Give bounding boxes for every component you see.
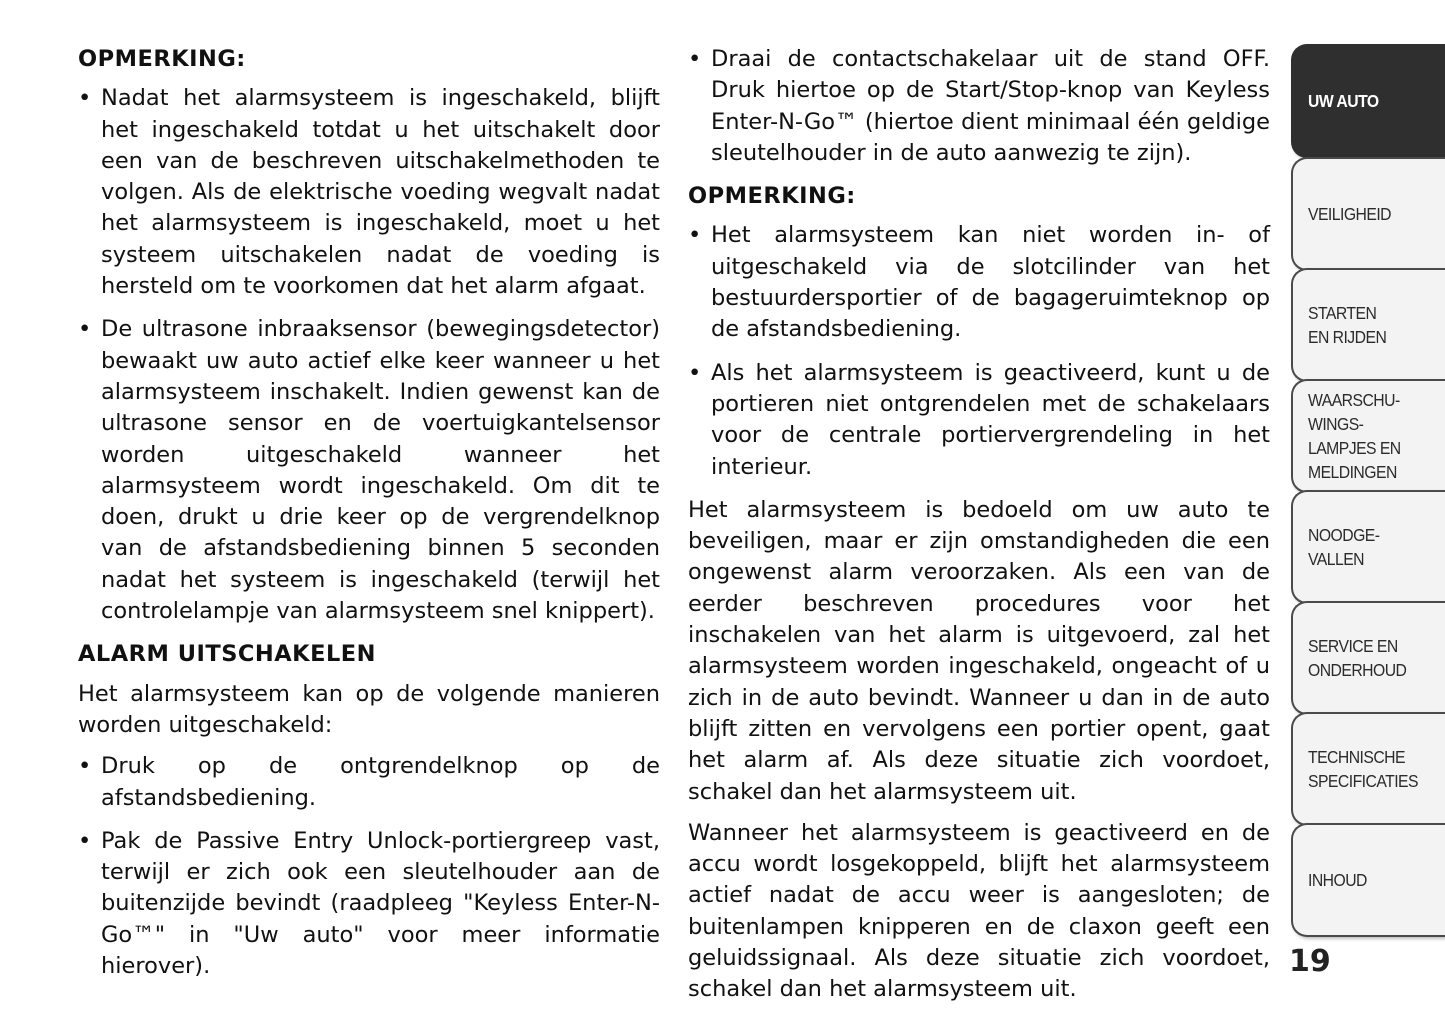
list-item [688,358,1270,483]
note-bullet-list [688,220,1270,482]
bullet-icon: • [78,316,92,343]
tab-label: INHOUD [1308,870,1367,890]
bullet-text: Druk op de ontgrendelknop op de afstandsbediening. [101,753,660,811]
page-number: 19 [1289,944,1331,979]
disarm-methods-continued-list [688,44,1270,169]
tab-technische-specificaties[interactable] [1291,712,1445,826]
body-paragraph: Het alarmsysteem is bedoeld om uw auto te beveiligen, maar er zijn omstandigheden die een ongewenst alarm veroorzaken. Als een van de eerder beschreven procedures voor het inschakelen van het alarm is uitgevoerd, zal het alarmsysteem worden ingeschakeld, ongeacht of u zich in de auto bevindt. Wanneer u dan in de auto blijft zitten en vervolgens een portier opent, gaat het alarm af. Als deze situatie zich voordoet, schakel dan het alarmsysteem uit. [688,496,1270,805]
bullet-icon: • [688,46,702,72]
list-item [78,826,660,982]
tab-noodgevallen[interactable] [1291,490,1445,604]
disarm-methods-list [78,751,660,982]
list-item [78,751,660,814]
tab-uw-auto[interactable] [1291,44,1445,158]
tab-label: WAARSCHU- WINGS- LAMPJES EN MELDINGEN [1308,390,1401,482]
bullet-icon: • [78,753,92,780]
tab-label: TECHNISCHE SPECIFICATIES [1308,747,1418,791]
bullet-icon: • [688,359,702,386]
note-bullet-list [78,83,660,627]
bullet-text: Nadat het alarmsysteem is ingeschakeld, blijft het ingeschakeld totdat u het uitschakelt door een van de beschreven uitschakelmethoden te volgen. Als de elektrische voeding wegvalt nadat het alarmsysteem is ingeschakeld, moet u het systeem uitschakelen nadat de voeding is hersteld om te voorkomen dat het alarm afgaat. [101,85,660,300]
tab-service-en-onderhoud[interactable] [1291,601,1445,715]
tab-label: NOODGE- VALLEN [1308,525,1380,569]
bullet-text: Het alarmsysteem kan niet worden in- of uitgeschakeld via de slotcilinder van het bestuurdersportier of de bagageruimteknop op de afstandsbediening. [711,222,1270,343]
bullet-icon: • [688,222,702,249]
bullet-text: De ultrasone inbraaksensor (bewegingsdetector) bewaakt uw auto actief elke keer wanneer u het alarmsysteem inschakelt. Indien gewenst kan de ultrasone sensor en de voertuigkantelsensor worden uitgeschakeld wanneer het alarmsysteem wordt ingeschakeld. Om dit te doen, drukt u drie keer op de vergrendelknop van de afstandsbediening binnen 5 seconden nadat het systeem is ingeschakeld (terwijl het controlelampje van alarmsysteem snel knippert). [101,316,660,625]
left-column [78,44,660,994]
tab-label: SERVICE EN ONDERHOUD [1308,636,1407,680]
tab-label: STARTEN EN RIJDEN [1308,303,1387,347]
tab-starten-en-rijden[interactable] [1291,268,1445,382]
list-item [78,314,660,627]
list-item [688,44,1270,169]
bullet-icon: • [78,827,92,854]
tab-inhoud[interactable] [1291,823,1445,937]
bullet-text: Draai de contactschakelaar uit de stand OFF. Druk hiertoe op de Start/Stop-knop van Keyless Enter-N-Go™ (hiertoe dient minimaal één geldige sleutelhouder in de auto aanwezig te zijn). [711,46,1270,166]
body-paragraph: Wanneer het alarmsysteem is geactiveerd en de accu wordt losgekoppeld, blijft het alarmsysteem actief nadat de accu weer is aangesloten; de buitenlampen knipperen en de claxon geeft een geluidssignaal. Als deze situatie zich voordoet, schakel dan het alarmsysteem uit. [688,819,1270,1003]
bullet-text: Als het alarmsysteem is geactiveerd, kunt u de portieren niet ontgrendelen met de schakelaars voor de centrale portiervergrendeling in het interieur. [711,359,1270,480]
tab-label: UW AUTO [1308,91,1379,111]
list-item [688,220,1270,345]
right-column [688,44,1270,1016]
note-heading: OPMERKING: [688,183,856,210]
note-heading: OPMERKING: [78,46,246,72]
list-item [78,83,660,302]
section-intro: Het alarmsysteem kan op de volgende manieren worden uitgeschakeld: [78,680,660,738]
bullet-icon: • [78,85,92,112]
tab-veiligheid[interactable] [1291,157,1445,271]
bullet-text: Pak de Passive Entry Unlock-portiergreep vast, terwijl er zich ook een sleutelhouder aan de buitenzijde bevindt (raadpleeg "Keyless Enter-N-Go™" in "Uw auto" voor meer informatie hierover). [101,827,660,980]
section-heading: ALARM UITSCHAKELEN [78,641,377,668]
tab-label: VEILIGHEID [1308,204,1392,224]
tab-waarschuwingslampjes[interactable] [1291,379,1445,493]
